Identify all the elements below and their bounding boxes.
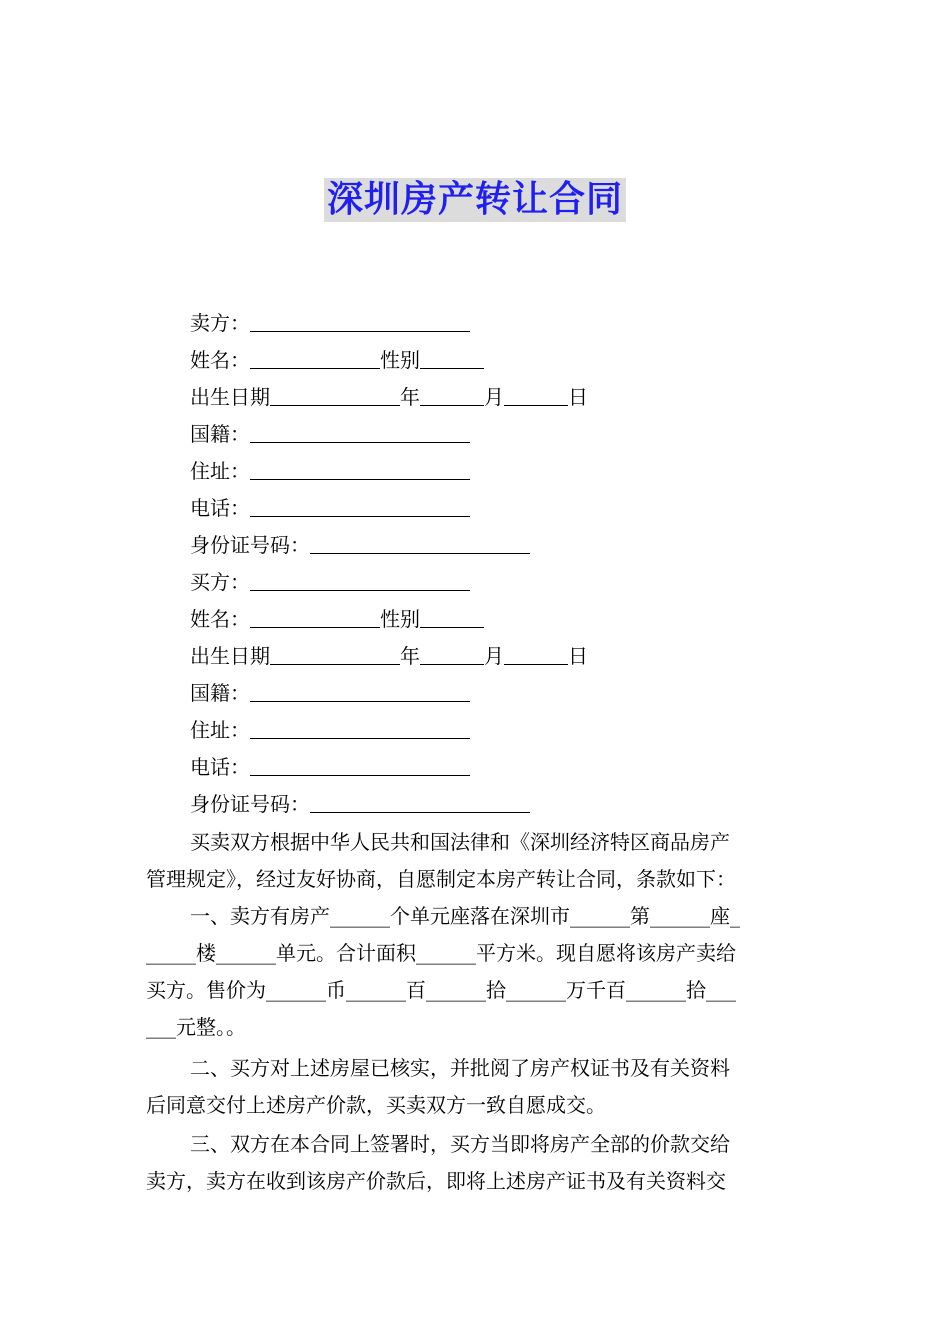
buyer-day-label: 日 [568,644,588,668]
buyer-name-label: 姓名： [190,607,250,631]
buyer-birth-label: 出生日期 [190,644,270,668]
buyer-gender-blank[interactable] [420,607,484,628]
seller-year-label: 年 [400,385,420,409]
intro-line-1: 买卖双方根据中华人民共和国法律和《深圳经济特区商品房产 [190,830,730,854]
buyer-party-label: 买方： [190,570,250,594]
seller-birth-year-blank[interactable] [270,385,400,406]
buyer-nationality-row [190,680,470,706]
buyer-phone-row [190,754,470,780]
clause-1-line-2: _____楼______单元。合计面积______平方米。现自愿将该房产卖给 [146,941,736,965]
document-title [0,178,950,222]
intro-line-2: 管理规定》，经过友好协商，自愿制定本房产转让合同，条款如下： [146,867,736,891]
buyer-party-row [190,569,470,595]
clause-2-paragraph [146,1050,806,1124]
buyer-phone-blank[interactable] [250,755,470,776]
clause-1-paragraph [146,898,806,1046]
buyer-birth-year-blank[interactable] [270,644,400,665]
seller-address-row [190,458,470,484]
seller-nationality-label: 国籍： [190,422,250,446]
seller-name-blank[interactable] [250,348,380,369]
buyer-name-row [190,606,484,632]
seller-birth-month-blank[interactable] [420,385,484,406]
seller-name-label: 姓名： [190,348,250,372]
buyer-address-blank[interactable] [250,718,470,739]
buyer-birth-day-blank[interactable] [504,644,568,665]
seller-birth-label: 出生日期 [190,385,270,409]
buyer-gender-label: 性别 [380,607,420,631]
clause-3-line-1: 三、双方在本合同上签署时，买方当即将房产全部的价款交给 [190,1132,730,1156]
seller-name-row [190,347,484,373]
seller-phone-row [190,495,470,521]
buyer-id-row [190,791,530,817]
seller-id-blank[interactable] [310,533,530,554]
buyer-id-blank[interactable] [310,792,530,813]
clause-1-line-4: ___元整。。 [146,1015,246,1039]
buyer-phone-label: 电话： [190,755,250,779]
buyer-nationality-blank[interactable] [250,681,470,702]
seller-birth-row [190,384,588,410]
seller-phone-label: 电话： [190,496,250,520]
seller-id-label: 身份证号码： [190,533,310,557]
clause-1-line-1: 一、卖方有房产______个单元座落在深圳市______第______座_ [190,904,740,928]
buyer-birth-month-blank[interactable] [420,644,484,665]
buyer-birth-row [190,643,588,669]
seller-gender-label: 性别 [380,348,420,372]
seller-birth-day-blank[interactable] [504,385,568,406]
seller-address-label: 住址： [190,459,250,483]
buyer-party-blank[interactable] [250,570,470,591]
seller-party-row [190,310,470,336]
seller-month-label: 月 [484,385,504,409]
seller-address-blank[interactable] [250,459,470,480]
clause-3-paragraph [146,1126,806,1200]
seller-phone-blank[interactable] [250,496,470,517]
clause-3-line-2: 卖方，卖方在收到该房产价款后，即将上述房产证书及有关资料交 [146,1169,726,1193]
clause-2-line-2: 后同意交付上述房产价款，买卖双方一致自愿成交。 [146,1093,606,1117]
buyer-year-label: 年 [400,644,420,668]
seller-party-label: 卖方： [190,311,250,335]
intro-paragraph [146,824,806,898]
buyer-month-label: 月 [484,644,504,668]
clause-2-line-1: 二、买方对上述房屋已核实，并批阅了房产权证书及有关资料 [190,1056,730,1080]
seller-day-label: 日 [568,385,588,409]
seller-nationality-row [190,421,470,447]
buyer-address-row [190,717,470,743]
seller-gender-blank[interactable] [420,348,484,369]
title-text: 深圳房产转让合同 [324,178,626,222]
buyer-id-label: 身份证号码： [190,792,310,816]
seller-nationality-blank[interactable] [250,422,470,443]
clause-1-line-3: 买方。售价为______币______百______拾______万千百______拾___ [146,978,736,1002]
buyer-address-label: 住址： [190,718,250,742]
buyer-nationality-label: 国籍： [190,681,250,705]
seller-id-row [190,532,530,558]
buyer-name-blank[interactable] [250,607,380,628]
seller-party-blank[interactable] [250,311,470,332]
